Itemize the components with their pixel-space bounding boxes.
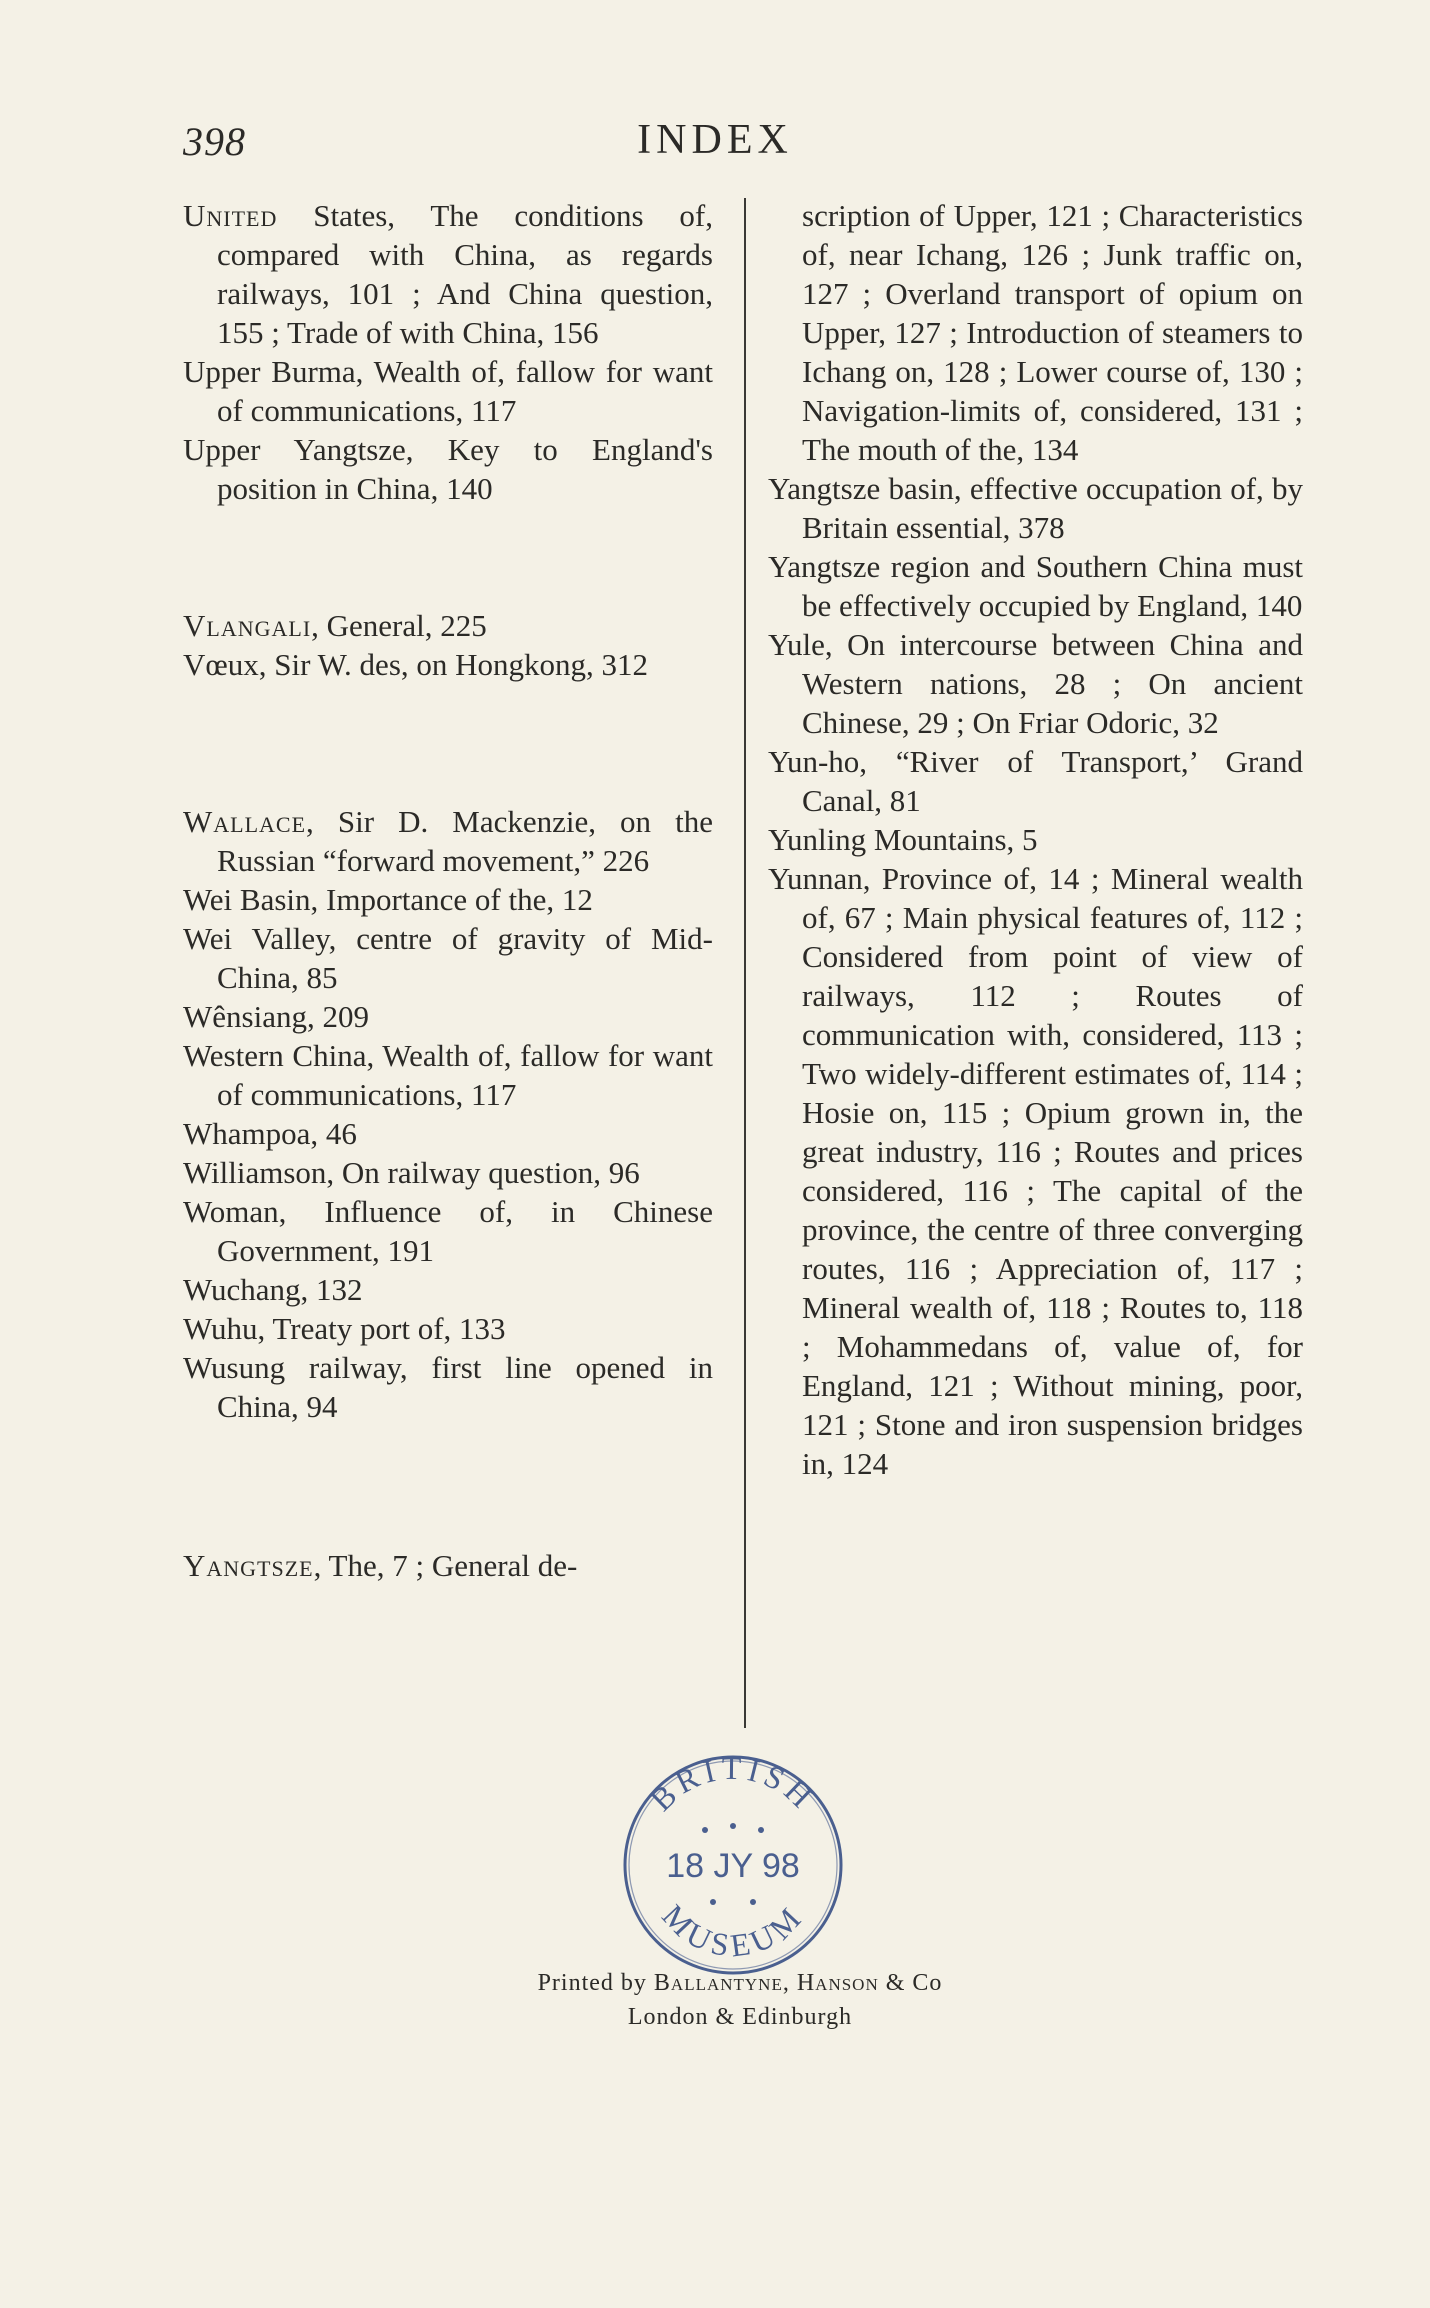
- index-entry: [183, 1270, 713, 1309]
- entry-text: Wuhu, Treaty port of, 133: [183, 1311, 506, 1346]
- index-entry-continuation: [768, 196, 1303, 469]
- index-entry: [183, 1153, 713, 1192]
- entry-lead: Yangtsze: [183, 1548, 314, 1583]
- entry-text: Williamson, On railway question, 96: [183, 1155, 640, 1190]
- index-entry: [183, 606, 713, 645]
- entry-text: States, The conditions of, compared with China, as regards railways, 101 ; And China question, 155 ; Trade of with China, 156: [217, 198, 713, 350]
- index-column-right: [768, 196, 1303, 1483]
- entry-text: Wuchang, 132: [183, 1272, 363, 1307]
- entry-text: Wênsiang, 209: [183, 999, 369, 1034]
- colophon-printer-name: Ballantyne, Hanson: [653, 1970, 879, 1996]
- column-divider: [744, 198, 746, 1728]
- index-entry: [183, 802, 713, 880]
- entry-text: Wei Valley, centre of gravity of Mid-China, 85: [183, 921, 713, 995]
- entry-text: Whampoa, 46: [183, 1116, 357, 1151]
- index-entry: [183, 430, 713, 508]
- entry-text: Western China, Wealth of, fallow for want of communications, 117: [183, 1038, 713, 1112]
- entry-text: Yunling Mountains, 5: [768, 822, 1038, 857]
- entry-text: , The, 7 ; General de-: [313, 1548, 578, 1583]
- index-entry: [183, 997, 713, 1036]
- entry-text: , General, 225: [311, 608, 487, 643]
- index-column-left: [183, 196, 713, 1585]
- index-entry: [183, 1114, 713, 1153]
- entry-text: Yun-ho, “River of Transport,’ Grand Canal, 81: [768, 744, 1303, 818]
- index-entry: [183, 1348, 713, 1426]
- entry-text: Yangtsze region and Southern China must be effectively occupied by England, 140: [768, 549, 1303, 623]
- entry-text: Vœux, Sir W. des, on Hongkong, 312: [183, 647, 649, 682]
- colophon-prefix: Printed by: [537, 1970, 654, 1996]
- entry-text: Wei Basin, Importance of the, 12: [183, 882, 593, 917]
- page-title: INDEX: [637, 117, 793, 163]
- index-entry: [183, 1309, 713, 1348]
- index-entry: [183, 352, 713, 430]
- index-entry: [768, 547, 1303, 625]
- index-entry: [183, 1036, 713, 1114]
- index-entry: [183, 645, 713, 684]
- colophon-suffix: Co: [912, 1970, 943, 1996]
- stamp-date: 18 JY 98: [666, 1847, 800, 1885]
- entry-text: Yunnan, Province of, 14 ; Mineral wealth of, 67 ; Main physical features of, 112 ; Considered from point of view of railways, 112 ; Routes of communication with, considered, 113 ; Two widely-different estimates of, 114 ; Hosie on, 115 ; Opium grown in, the great industry, 116 ; Routes and prices considered, 116 ; The capital of the province, the centre of three converging routes, 116 ; Appreciation of, 117 ; Mineral wealth of, 118 ; Routes to, 118 ; Mohammedans of, value of, for England, 121 ; Without mining, poor, 121 ; Stone and iron suspension bridges in, 124: [768, 861, 1303, 1481]
- colophon-line-2: London & Edinburgh: [627, 2004, 853, 2030]
- entry-lead: United: [183, 198, 278, 233]
- entry-text: Upper Yangtsze, Key to England's position in China, 140: [183, 432, 713, 506]
- stamp-bottom-text: MUSEUM: [655, 1897, 811, 1964]
- index-entry: [768, 859, 1303, 1483]
- index-entry: [768, 742, 1303, 820]
- index-entry: [183, 880, 713, 919]
- index-entry: [183, 1192, 713, 1270]
- entry-text: Woman, Influence of, in Chinese Government, 191: [183, 1194, 713, 1268]
- index-entry: [183, 1546, 713, 1585]
- museum-stamp: [617, 1750, 849, 1980]
- entry-lead: Wallace: [183, 804, 307, 839]
- index-entry: [183, 196, 713, 352]
- index-entry: [768, 625, 1303, 742]
- index-entry: [183, 919, 713, 997]
- entry-text: Upper Burma, Wealth of, fallow for want of communications, 117: [183, 354, 713, 428]
- colophon-ampersand: &: [878, 1970, 913, 1996]
- stamp-top-text: BRITISH: [643, 1750, 823, 1818]
- entry-lead: Vlangali: [183, 608, 312, 643]
- index-entry: [768, 820, 1303, 859]
- entry-text: Yule, On intercourse between China and Western nations, 28 ; On ancient Chinese, 29 ; On Friar Odoric, 32: [768, 627, 1303, 740]
- index-entry: [768, 469, 1303, 547]
- entry-text: Wusung railway, first line opened in China, 94: [183, 1350, 713, 1424]
- entry-text: , Sir D. Mackenzie, on the Russian “forward movement,” 226: [217, 804, 713, 878]
- colophon-line-1: [0, 1966, 1430, 2000]
- entry-text: Yangtsze basin, effective occupation of, by Britain essential, 378: [768, 471, 1303, 545]
- entry-text: scription of Upper, 121 ; Characteristics of, near Ichang, 126 ; Junk traffic on, 127 ; Overland transport of opium on Upper, 127 ; Introduction of steamers to Ichang on, 128 ; Lower course of, 130 ; Navigation-limits of, considered, 131 ; The mouth of the, 134: [802, 198, 1303, 467]
- page-number: 398: [183, 119, 246, 164]
